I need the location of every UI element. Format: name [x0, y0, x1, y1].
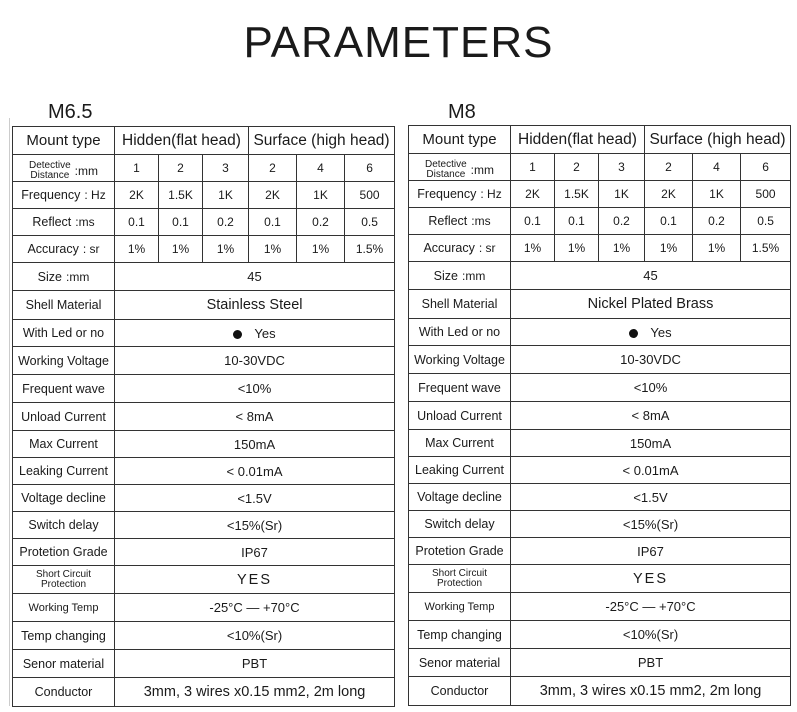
accuracy-value: 1.5% — [345, 236, 395, 263]
unload-current-label: Unload Current — [409, 402, 511, 430]
working-temp-value: -25°C — +70°C — [115, 594, 395, 622]
reflect-value: 0.5 — [741, 208, 791, 235]
led-value-cell — [511, 319, 791, 346]
detective-value: 4 — [297, 155, 345, 182]
row-frequent-wave — [13, 375, 395, 403]
mount-surface-header: Surface (high head) — [645, 126, 791, 154]
detective-value: 2 — [159, 155, 203, 182]
row-led — [13, 320, 395, 347]
mount-surface-header: Surface (high head) — [249, 127, 395, 155]
frequency-label: Frequency : Hz — [13, 182, 115, 209]
row-temp-changing — [409, 621, 791, 649]
row-leaking-current — [409, 457, 791, 484]
size-label: Size :mm — [409, 262, 511, 290]
frequency-value: 1K — [693, 181, 741, 208]
shell-material-value: Nickel Plated Brass — [511, 290, 791, 319]
row-senor-material — [409, 649, 791, 677]
shell-material-label: Shell Material — [13, 291, 115, 320]
frequency-value: 1.5K — [159, 182, 203, 209]
accuracy-value: 1% — [115, 236, 159, 263]
voltage-decline-value: <1.5V — [511, 484, 791, 511]
accuracy-value: 1% — [511, 235, 555, 262]
unload-current-label: Unload Current — [13, 403, 115, 431]
bullet-icon — [629, 329, 638, 338]
senor-material-value: PBT — [115, 650, 395, 678]
led-value-cell — [115, 320, 395, 347]
row-protection-grade — [409, 538, 791, 565]
reflect-value: 0.2 — [203, 209, 249, 236]
working-temp-label: Working Temp — [13, 594, 115, 622]
switch-delay-value: <15%(Sr) — [115, 512, 395, 539]
row-frequency — [13, 182, 395, 209]
row-working-temp — [409, 593, 791, 621]
temp-changing-value: <10%(Sr) — [511, 621, 791, 649]
row-working-voltage — [409, 346, 791, 374]
row-short-circuit — [409, 565, 791, 593]
detective-value: 2 — [249, 155, 297, 182]
short-circuit-label: Short Circuit Protection — [13, 566, 115, 594]
frequency-label: Frequency : Hz — [409, 181, 511, 208]
frequent-wave-label: Frequent wave — [409, 374, 511, 402]
row-conductor — [409, 677, 791, 706]
row-size — [409, 262, 791, 290]
led-label: With Led or no — [13, 320, 115, 347]
leaking-current-value: < 0.01mA — [115, 458, 395, 485]
row-shell-material — [13, 291, 395, 320]
frequent-wave-label: Frequent wave — [13, 375, 115, 403]
temp-changing-value: <10%(Sr) — [115, 622, 395, 650]
row-voltage-decline — [13, 485, 395, 512]
reflect-value: 0.1 — [115, 209, 159, 236]
reflect-value: 0.5 — [345, 209, 395, 236]
row-led — [409, 319, 791, 346]
protection-grade-label: Protetion Grade — [409, 538, 511, 565]
row-unload-current — [13, 403, 395, 431]
detective-value: 1 — [511, 154, 555, 181]
row-working-temp — [13, 594, 395, 622]
detective-distance-label: Detective Distance :mm — [409, 154, 511, 181]
model-label-m8: M8 — [448, 101, 476, 123]
accuracy-label: Accuracy : sr — [409, 235, 511, 262]
switch-delay-label: Switch delay — [13, 512, 115, 539]
size-label: Size :mm — [13, 263, 115, 291]
protection-grade-value: IP67 — [511, 538, 791, 565]
accuracy-value: 1% — [297, 236, 345, 263]
page-edge-line — [9, 118, 10, 706]
frequency-value: 1.5K — [555, 181, 599, 208]
conductor-value: 3mm, 3 wires x0.15 mm2, 2m long — [115, 678, 395, 707]
detective-value: 6 — [741, 154, 791, 181]
reflect-value: 0.1 — [645, 208, 693, 235]
voltage-decline-label: Voltage decline — [409, 484, 511, 511]
detective-value: 4 — [693, 154, 741, 181]
reflect-value: 0.1 — [159, 209, 203, 236]
row-accuracy — [409, 235, 791, 262]
conductor-value: 3mm, 3 wires x0.15 mm2, 2m long — [511, 677, 791, 706]
size-value: 45 — [115, 263, 395, 291]
row-short-circuit — [13, 566, 395, 594]
reflect-label: Reflect :ms — [13, 209, 115, 236]
detective-value: 1 — [115, 155, 159, 182]
frequency-value: 1K — [599, 181, 645, 208]
row-switch-delay — [409, 511, 791, 538]
row-leaking-current — [13, 458, 395, 485]
senor-material-value: PBT — [511, 649, 791, 677]
row-size — [13, 263, 395, 291]
spec-table-m8 — [408, 125, 791, 706]
conductor-label: Conductor — [409, 677, 511, 706]
row-frequent-wave — [409, 374, 791, 402]
row-detective-distance — [409, 154, 791, 181]
frequent-wave-value: <10% — [115, 375, 395, 403]
row-shell-material — [409, 290, 791, 319]
working-voltage-label: Working Voltage — [409, 346, 511, 374]
frequency-value: 2K — [645, 181, 693, 208]
accuracy-label: Accuracy : sr — [13, 236, 115, 263]
detective-value: 2 — [555, 154, 599, 181]
row-switch-delay — [13, 512, 395, 539]
accuracy-value: 1% — [203, 236, 249, 263]
frequency-value: 1K — [297, 182, 345, 209]
max-current-label: Max Current — [409, 430, 511, 457]
frequency-value: 2K — [249, 182, 297, 209]
shell-material-label: Shell Material — [409, 290, 511, 319]
led-value: Yes — [650, 324, 672, 340]
max-current-value: 150mA — [115, 431, 395, 458]
row-accuracy — [13, 236, 395, 263]
row-protection-grade — [13, 539, 395, 566]
frequency-value: 500 — [345, 182, 395, 209]
leaking-current-value: < 0.01mA — [511, 457, 791, 484]
leaking-current-label: Leaking Current — [13, 458, 115, 485]
row-temp-changing — [13, 622, 395, 650]
short-circuit-label: Short Circuit Protection — [409, 565, 511, 593]
voltage-decline-value: <1.5V — [115, 485, 395, 512]
temp-changing-label: Temp changing — [409, 621, 511, 649]
mount-hidden-header: Hidden(flat head) — [511, 126, 645, 154]
accuracy-value: 1% — [159, 236, 203, 263]
page-title: PARAMETERS — [243, 18, 554, 67]
short-circuit-value: YES — [511, 565, 791, 593]
switch-delay-label: Switch delay — [409, 511, 511, 538]
max-current-label: Max Current — [13, 431, 115, 458]
short-circuit-value: YES — [115, 566, 395, 594]
row-max-current — [13, 431, 395, 458]
shell-material-value: Stainless Steel — [115, 291, 395, 320]
detective-distance-label: Detective Distance :mm — [13, 155, 115, 182]
accuracy-value: 1% — [249, 236, 297, 263]
working-voltage-label: Working Voltage — [13, 347, 115, 375]
row-voltage-decline — [409, 484, 791, 511]
led-value: Yes — [254, 325, 276, 341]
leaking-current-label: Leaking Current — [409, 457, 511, 484]
reflect-value: 0.1 — [511, 208, 555, 235]
reflect-value: 0.1 — [555, 208, 599, 235]
working-temp-label: Working Temp — [409, 593, 511, 621]
row-reflect — [409, 208, 791, 235]
reflect-value: 0.2 — [599, 208, 645, 235]
accuracy-value: 1% — [599, 235, 645, 262]
row-conductor — [13, 678, 395, 707]
frequency-value: 2K — [115, 182, 159, 209]
protection-grade-label: Protetion Grade — [13, 539, 115, 566]
row-mount-type — [13, 127, 395, 155]
led-label: With Led or no — [409, 319, 511, 346]
row-mount-type — [409, 126, 791, 154]
accuracy-value: 1% — [693, 235, 741, 262]
frequency-value: 500 — [741, 181, 791, 208]
accuracy-value: 1% — [555, 235, 599, 262]
row-working-voltage — [13, 347, 395, 375]
row-unload-current — [409, 402, 791, 430]
accuracy-value: 1.5% — [741, 235, 791, 262]
working-voltage-value: 10-30VDC — [115, 347, 395, 375]
conductor-label: Conductor — [13, 678, 115, 707]
frequent-wave-value: <10% — [511, 374, 791, 402]
working-voltage-value: 10-30VDC — [511, 346, 791, 374]
voltage-decline-label: Voltage decline — [13, 485, 115, 512]
spec-table-m65 — [12, 126, 395, 707]
working-temp-value: -25°C — +70°C — [511, 593, 791, 621]
row-senor-material — [13, 650, 395, 678]
reflect-value: 0.2 — [297, 209, 345, 236]
row-max-current — [409, 430, 791, 457]
protection-grade-value: IP67 — [115, 539, 395, 566]
row-detective-distance — [13, 155, 395, 182]
frequency-value: 2K — [511, 181, 555, 208]
reflect-value: 0.1 — [249, 209, 297, 236]
temp-changing-label: Temp changing — [13, 622, 115, 650]
bullet-icon — [233, 330, 242, 339]
row-frequency — [409, 181, 791, 208]
detective-value: 2 — [645, 154, 693, 181]
detective-value: 3 — [599, 154, 645, 181]
max-current-value: 150mA — [511, 430, 791, 457]
unload-current-value: < 8mA — [115, 403, 395, 431]
mount-type-label: Mount type — [13, 127, 115, 155]
row-reflect — [13, 209, 395, 236]
senor-material-label: Senor material — [13, 650, 115, 678]
switch-delay-value: <15%(Sr) — [511, 511, 791, 538]
size-value: 45 — [511, 262, 791, 290]
detective-value: 6 — [345, 155, 395, 182]
unload-current-value: < 8mA — [511, 402, 791, 430]
model-label-m65: M6.5 — [48, 101, 93, 123]
reflect-value: 0.2 — [693, 208, 741, 235]
accuracy-value: 1% — [645, 235, 693, 262]
mount-hidden-header: Hidden(flat head) — [115, 127, 249, 155]
frequency-value: 1K — [203, 182, 249, 209]
mount-type-label: Mount type — [409, 126, 511, 154]
reflect-label: Reflect :ms — [409, 208, 511, 235]
senor-material-label: Senor material — [409, 649, 511, 677]
detective-value: 3 — [203, 155, 249, 182]
